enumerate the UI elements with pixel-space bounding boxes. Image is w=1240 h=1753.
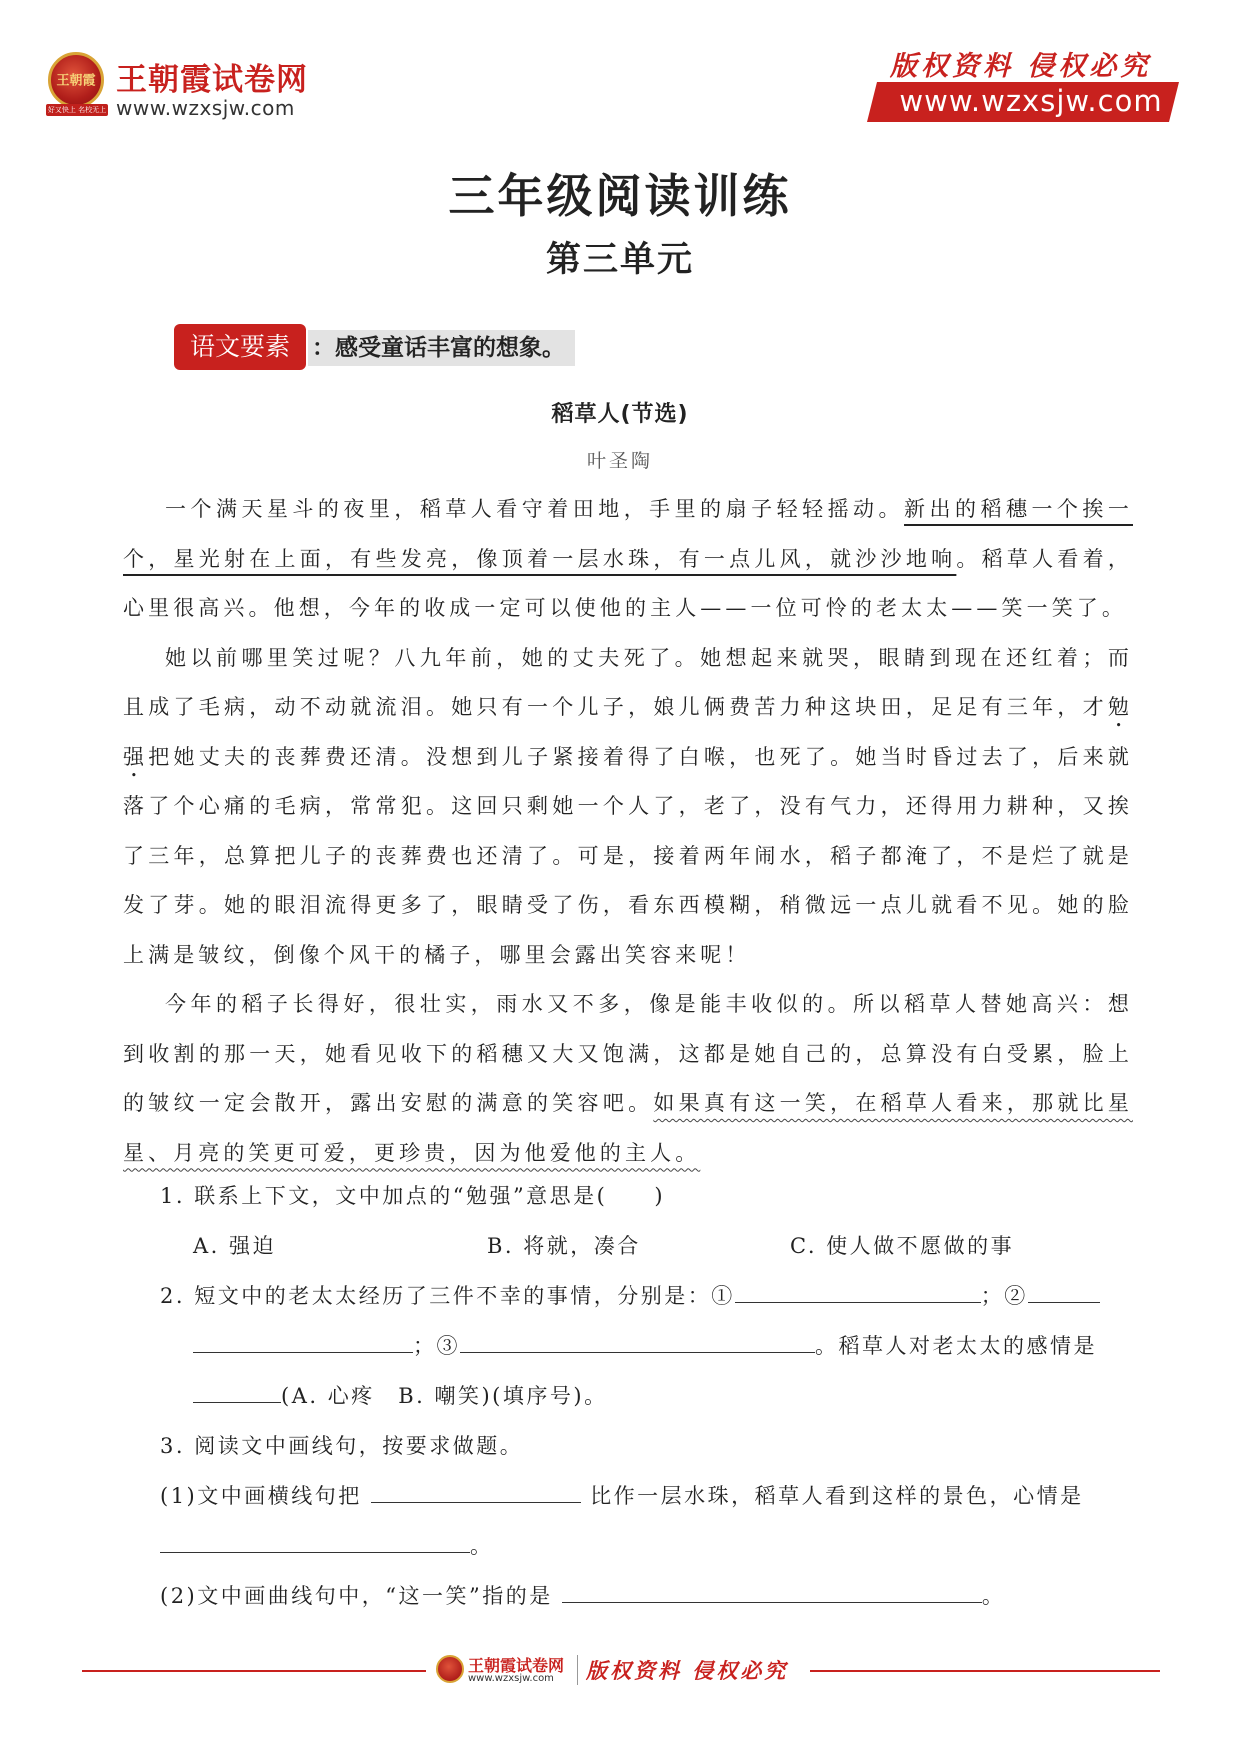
footer-url: www.wzxsjw.com [468,1673,554,1684]
paragraph-2 [123,634,1133,981]
footer-divider [577,1655,578,1685]
page-title: 三年级阅读训练 [448,169,792,223]
q2-blank-3[interactable] [460,1330,815,1353]
q1-option-b: B. 将就，凑合 [487,1234,641,1258]
footer-copyright: 版权资料 侵权必究 [586,1658,789,1683]
q1-option-c: C. 使人做不愿做的事 [790,1234,1015,1258]
passage-author: 叶圣陶 [586,450,653,472]
logo-badge-text: 王朝霞 [56,73,96,89]
wavy-sentence: 如果真有这一笑，在稻草人看来，那就比星星、月亮的笑更可爱，更珍贵，因为他爱他的主人。 [123,1091,1133,1165]
question-2 [160,1280,1160,1310]
header-copyright: 版权资料 侵权必究 [890,51,1152,82]
passage-body [123,485,1133,1178]
footer-logo-icon [436,1655,464,1683]
q2-end: 。稻草人对老太太的感情是 [815,1334,1097,1358]
paragraph-1 [123,485,1133,634]
p2-text-a: 她以前哪里笑过呢？八九年前，她的丈夫死了。她想起来就哭，眼睛到现在还红着；而且成了毛病，动不动就流泪。她只有一个儿子，娘儿俩费苦力种这块田，足足有三年，才 [123,645,1133,719]
passage-title: 稻草人(节选) [551,402,689,427]
question-2-line-3 [193,1380,1173,1410]
logo-url: www.wzxsjw.com [116,96,295,120]
question-3-2 [160,1580,1140,1610]
p1-text-a: 一个满天星斗的夜里，稻草人看守着田地，手里的扇子轻轻摇动。 [165,497,905,521]
q3-1-end: 。 [470,1534,494,1558]
q1-option-a: A. 强迫 [193,1234,277,1258]
question-3: 3. 阅读文中画线句，按要求做题。 [160,1434,524,1458]
dotted-word: 勉强 [123,695,1133,769]
q3-2-end: 。 [981,1584,1006,1608]
q2-blank-2a[interactable] [1028,1280,1100,1303]
url-banner: www.wzxsjw.com [899,84,1163,118]
q2-lead: 2. 短文中的老太太经历了三件不幸的事情，分别是：① [160,1284,735,1308]
logo-badge-icon [48,52,104,108]
p2-text-b: 把她丈夫的丧葬费还清。没想到儿子紧接着得了白喉，也死了。她当时昏过去了，后来就落了个心痛的毛病，常常犯。这回只剩她一个人了，老了，没有气力，还得用力耕种，又挨了三年，总算把儿子的丧葬费也还清了。可是，接着两年闹水，稻子都淹了，不是烂了就是发了芽。她的眼泪流得更多了，眼睛受了伤，看东西模糊，稍微远一点儿就看不见。她的脸上满是皱纹，倒像个风干的橘子，哪里会露出笑容来呢！ [123,744,1133,967]
logo-ribbon: 好又快上 名校无上 [47,106,107,114]
element-tag: 语文要素 [174,324,306,370]
element-text: ：感受童话丰富的想象。 [308,330,575,366]
q3-1-blank-1[interactable] [371,1480,581,1503]
q2-sep-2: ；② [980,1284,1028,1308]
footer-name: 王朝霞试卷网 [468,1656,565,1675]
q3-1-blank-2[interactable] [160,1530,470,1553]
page-subtitle: 第三单元 [545,240,694,280]
question-1: 1. 联系上下文，文中加点的“勉强”意思是( ) [160,1184,666,1208]
footer-rule-left [82,1670,426,1672]
p1-text-b: 。稻草人看着，心里很高兴。他想，今年的收成一定可以使他的主人——一位可怜的老太太——笑一笑了。 [123,546,1133,620]
q2-options: (A. 心疼 B. 嘲笑)(填序号)。 [281,1384,608,1408]
paragraph-3 [123,980,1133,1178]
q3-1-mid: 比作一层水珠，稻草人看到这样的景色，心情是 [590,1484,1084,1508]
question-3-1 [160,1480,1160,1510]
q3-2-blank[interactable] [562,1580,982,1603]
q3-2-lead: (2)文中画曲线句中，“这一笑”指的是 [160,1584,553,1608]
q2-sep-3: ；③ [413,1334,460,1358]
p3-text-a: 今年的稻子长得好，很壮实，雨水又不多，像是能丰收似的。所以稻草人替她高兴：想到收割的那一天，她看见收下的稻穗又大又饱满，这都是她自己的，总算没有白受累，脸上的皱纹一定会散开，露出安慰的满意的笑容吧。 [123,992,1133,1115]
q3-1-lead: (1)文中画横线句把 [160,1484,362,1508]
q2-blank-feeling[interactable] [193,1380,281,1403]
logo-name: 王朝霞试卷网 [116,62,308,98]
question-2-line-2 [193,1330,1143,1360]
footer-rule-right [810,1670,1160,1672]
underlined-sentence: 新出的稻穗一个挨一个，星光射在上面，有些发亮，像顶着一层水珠，有一点儿风，就沙沙地响 [123,497,1133,571]
q2-blank-2b[interactable] [193,1330,413,1353]
question-3-1-line-2 [160,1530,1140,1560]
q2-blank-1[interactable] [735,1280,981,1303]
